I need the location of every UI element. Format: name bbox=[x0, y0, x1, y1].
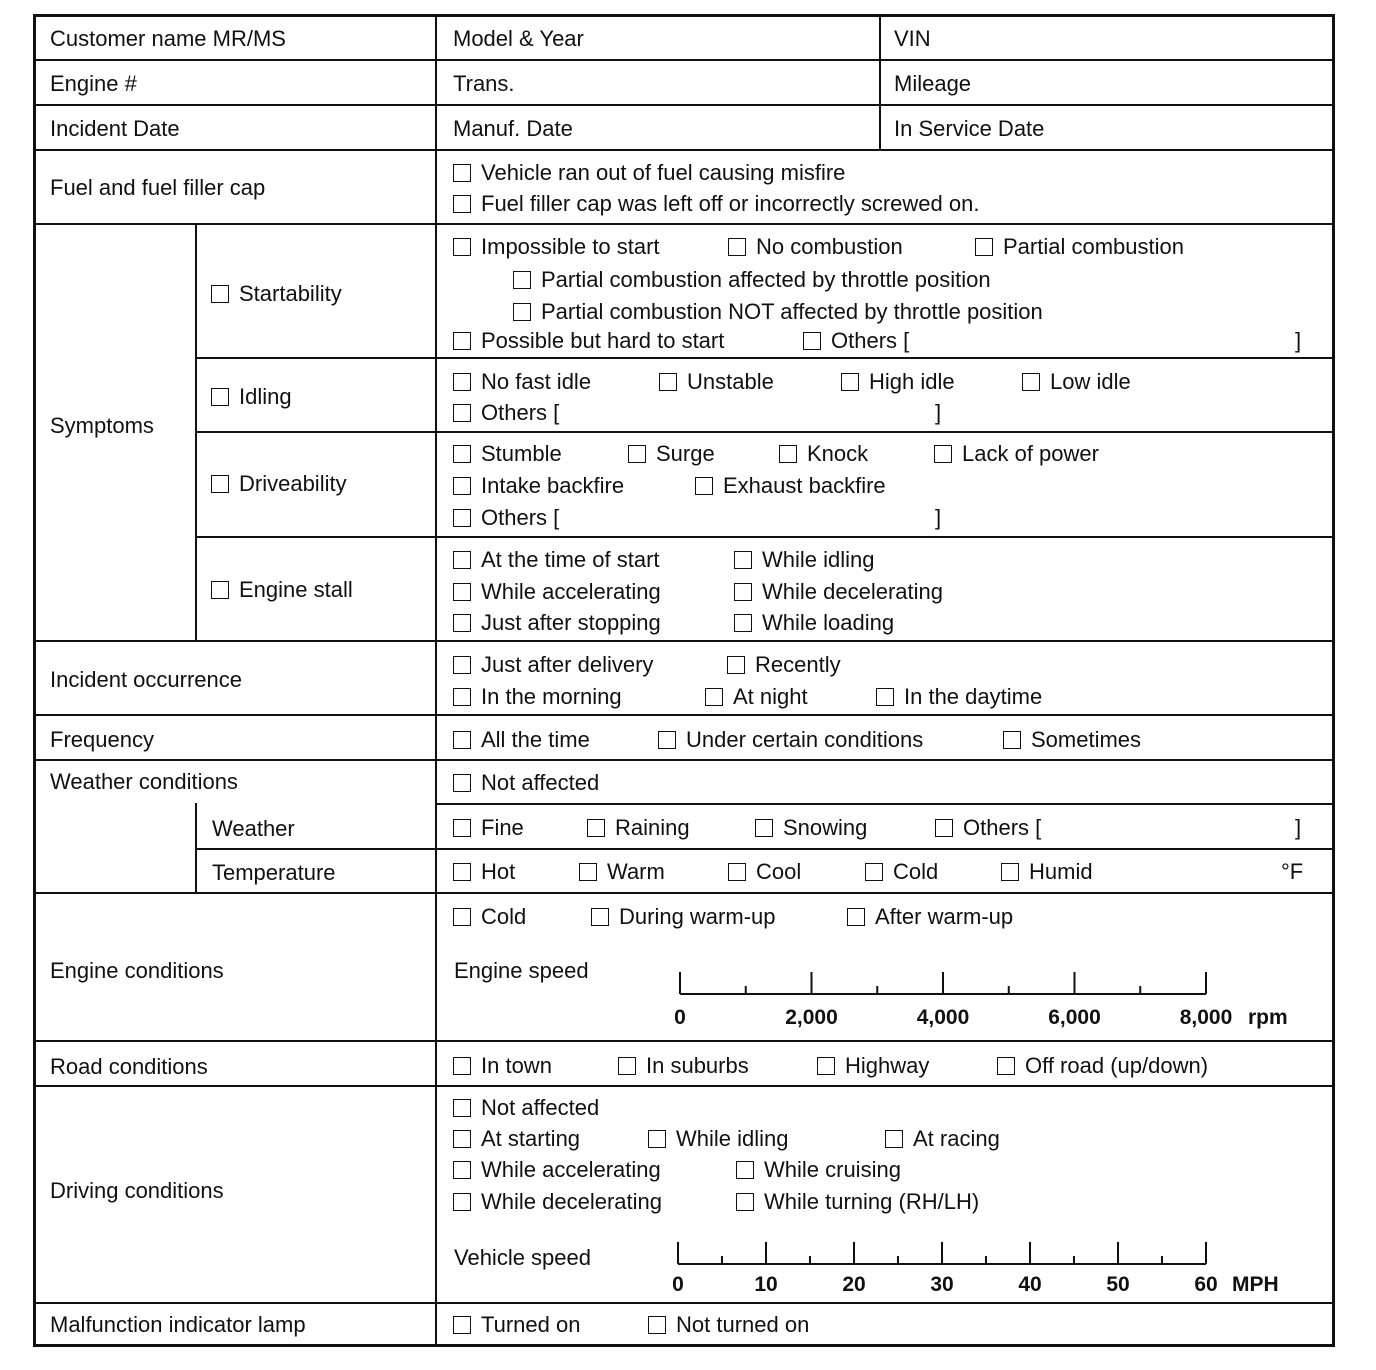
checkbox-highway[interactable]: Highway bbox=[817, 1054, 929, 1078]
checkbox-box[interactable] bbox=[847, 908, 865, 926]
checkbox-certain-conditions[interactable]: Under certain conditions bbox=[658, 728, 923, 752]
temperature-label: Temperature bbox=[212, 860, 336, 885]
weather-label: Weather bbox=[212, 816, 295, 841]
checkbox-after-warm-up[interactable]: After warm-up bbox=[847, 905, 1013, 929]
checkbox-box[interactable] bbox=[779, 445, 797, 463]
checkbox-box[interactable] bbox=[453, 373, 471, 391]
checkbox-box[interactable] bbox=[211, 475, 229, 493]
hline bbox=[435, 803, 1335, 805]
customer-name-label: Customer name MR/MS bbox=[50, 26, 286, 51]
frame-top bbox=[33, 14, 1335, 17]
checkbox-stall-at-start[interactable]: At the time of start bbox=[453, 548, 660, 572]
checkbox-box[interactable] bbox=[211, 581, 229, 599]
vehicle-speed-label: Vehicle speed bbox=[454, 1245, 591, 1270]
checkbox-box[interactable] bbox=[579, 863, 597, 881]
checkbox-box[interactable] bbox=[803, 332, 821, 350]
checkbox-partial-not-affected[interactable]: Partial combustion NOT affected by throttle position bbox=[513, 300, 1043, 324]
checkbox-box[interactable] bbox=[817, 1057, 835, 1075]
checkbox-box[interactable] bbox=[658, 731, 676, 749]
in-service-date-label: In Service Date bbox=[894, 116, 1045, 141]
checkbox-box[interactable] bbox=[453, 863, 471, 881]
checkbox-no-fast-idle[interactable]: No fast idle bbox=[453, 370, 591, 394]
checkbox-box[interactable] bbox=[885, 1130, 903, 1148]
frequency-section-label: Frequency bbox=[50, 727, 154, 752]
checkbox-idling[interactable]: Idling bbox=[211, 385, 292, 409]
bracket-close: ] bbox=[1295, 815, 1302, 840]
checkbox-warm[interactable]: Warm bbox=[579, 860, 665, 884]
mph-tick-label: 60 bbox=[1194, 1273, 1218, 1296]
checkbox-stall-after-stopping[interactable]: Just after stopping bbox=[453, 611, 661, 635]
checkbox-during-warm-up[interactable]: During warm-up bbox=[591, 905, 776, 929]
road-conditions-label: Road conditions bbox=[50, 1054, 208, 1079]
hline bbox=[33, 59, 1335, 61]
checkbox-box[interactable] bbox=[755, 819, 773, 837]
checkbox-weather-others[interactable]: Others [ bbox=[935, 816, 1041, 840]
frame-right bbox=[1332, 14, 1335, 1347]
checkbox-box[interactable] bbox=[736, 1193, 754, 1211]
hline bbox=[195, 431, 1335, 433]
checkbox-night[interactable]: At night bbox=[705, 685, 808, 709]
checkbox-filler-cap[interactable]: Fuel filler cap was left off or incorrectly screwed on. bbox=[453, 192, 979, 216]
frame-left bbox=[33, 14, 36, 1347]
frame-bottom bbox=[33, 1344, 1335, 1347]
bracket-close: ] bbox=[935, 400, 942, 425]
checkbox-driving-not-affected[interactable]: Not affected bbox=[453, 1096, 599, 1120]
model-year-label: Model & Year bbox=[453, 26, 584, 51]
checkbox-box[interactable] bbox=[513, 303, 531, 321]
checkbox-box[interactable] bbox=[453, 1193, 471, 1211]
checkbox-box[interactable] bbox=[591, 908, 609, 926]
checkbox-surge[interactable]: Surge bbox=[628, 442, 715, 466]
hline bbox=[33, 104, 1335, 106]
rpm-tick-label: 4,000 bbox=[916, 1006, 970, 1029]
checkbox-box[interactable] bbox=[1001, 863, 1019, 881]
checkbox-box[interactable] bbox=[453, 1057, 471, 1075]
checkbox-box[interactable] bbox=[736, 1161, 754, 1179]
checkbox-box[interactable] bbox=[513, 271, 531, 289]
checkbox-box[interactable] bbox=[934, 445, 952, 463]
checkbox-ran-out-of-fuel[interactable]: Vehicle ran out of fuel causing misfire bbox=[453, 161, 845, 185]
checkbox-box[interactable] bbox=[453, 688, 471, 706]
rpm-tick-label: 0 bbox=[674, 1006, 686, 1029]
checkbox-intake-backfire[interactable]: Intake backfire bbox=[453, 474, 624, 498]
checkbox-cruising[interactable]: While cruising bbox=[736, 1158, 901, 1182]
checkbox-driving-accelerating[interactable]: While accelerating bbox=[453, 1158, 661, 1182]
bracket-close: ] bbox=[1295, 328, 1302, 353]
checkbox-box[interactable] bbox=[453, 1099, 471, 1117]
checkbox-box[interactable] bbox=[728, 238, 746, 256]
checkbox-driveability[interactable]: Driveability bbox=[211, 472, 347, 496]
rpm-tick-label: 6,000 bbox=[1048, 1006, 1101, 1029]
checkbox-driving-while-idling[interactable]: While idling bbox=[648, 1127, 789, 1151]
checkbox-no-combustion[interactable]: No combustion bbox=[728, 235, 903, 259]
checkbox-stall-while-accelerating[interactable]: While accelerating bbox=[453, 580, 661, 604]
checkbox-all-the-time[interactable]: All the time bbox=[453, 728, 590, 752]
incident-date-label: Incident Date bbox=[50, 116, 180, 141]
hline bbox=[195, 848, 1335, 850]
trans-label: Trans. bbox=[453, 71, 515, 96]
checkbox-driving-decelerating[interactable]: While decelerating bbox=[453, 1190, 662, 1214]
mph-tick-label: 10 bbox=[754, 1273, 778, 1296]
checkbox-in-suburbs[interactable]: In suburbs bbox=[618, 1054, 749, 1078]
checkbox-box[interactable] bbox=[453, 404, 471, 422]
checkbox-daytime[interactable]: In the daytime bbox=[876, 685, 1042, 709]
divider-header bbox=[879, 14, 881, 151]
checkbox-box[interactable] bbox=[453, 1161, 471, 1179]
checkbox-box[interactable] bbox=[618, 1057, 636, 1075]
checkbox-lack-of-power[interactable]: Lack of power bbox=[934, 442, 1099, 466]
hline bbox=[33, 149, 1335, 151]
bracket-close: ] bbox=[935, 505, 942, 530]
checkbox-fine[interactable]: Fine bbox=[453, 816, 524, 840]
checkbox-box[interactable] bbox=[648, 1316, 666, 1334]
engine-number-label: Engine # bbox=[50, 71, 137, 96]
checkbox-stall-while-loading[interactable]: While loading bbox=[734, 611, 894, 635]
checkbox-box[interactable] bbox=[453, 614, 471, 632]
hline bbox=[33, 1302, 1335, 1304]
checkbox-box[interactable] bbox=[648, 1130, 666, 1148]
checkbox-at-starting[interactable]: At starting bbox=[453, 1127, 580, 1151]
hline bbox=[33, 1085, 1335, 1087]
temperature-unit: °F bbox=[1281, 859, 1304, 884]
checkbox-knock[interactable]: Knock bbox=[779, 442, 868, 466]
checkbox-unstable[interactable]: Unstable bbox=[659, 370, 774, 394]
checkbox-box[interactable] bbox=[695, 477, 713, 495]
checkbox-mil-turned-on[interactable]: Turned on bbox=[453, 1313, 580, 1337]
checkbox-box[interactable] bbox=[997, 1057, 1015, 1075]
checkbox-stall-while-decelerating[interactable]: While decelerating bbox=[734, 580, 943, 604]
checkbox-impossible-to-start[interactable]: Impossible to start bbox=[453, 235, 660, 259]
checkbox-driveability-others[interactable]: Others [ bbox=[453, 506, 559, 530]
checkbox-weather-not-affected[interactable]: Not affected bbox=[453, 771, 599, 795]
checkbox-startability[interactable]: Startability bbox=[211, 282, 342, 306]
checkbox-cold[interactable]: Cold bbox=[865, 860, 938, 884]
hline bbox=[33, 223, 1335, 225]
checkbox-after-delivery[interactable]: Just after delivery bbox=[453, 653, 653, 677]
checkbox-box[interactable] bbox=[453, 1130, 471, 1148]
checkbox-exhaust-backfire[interactable]: Exhaust backfire bbox=[695, 474, 886, 498]
checkbox-raining[interactable]: Raining bbox=[587, 816, 690, 840]
mil-section-label: Malfunction indicator lamp bbox=[50, 1312, 306, 1337]
checkbox-box[interactable] bbox=[453, 477, 471, 495]
rpm-tick-label: 8,000 bbox=[1179, 1006, 1233, 1029]
checkbox-engine-stall[interactable]: Engine stall bbox=[211, 578, 353, 602]
mileage-label: Mileage bbox=[894, 71, 972, 96]
checkbox-box[interactable] bbox=[728, 863, 746, 881]
checkbox-box[interactable] bbox=[453, 908, 471, 926]
checkbox-box[interactable] bbox=[453, 731, 471, 749]
checkbox-box[interactable] bbox=[865, 863, 883, 881]
divider-main bbox=[435, 14, 437, 1347]
checkbox-box[interactable] bbox=[453, 819, 471, 837]
checkbox-box[interactable] bbox=[453, 238, 471, 256]
checkbox-box[interactable] bbox=[628, 445, 646, 463]
checkbox-off-road[interactable]: Off road (up/down) bbox=[997, 1054, 1208, 1078]
engine-speed-label: Engine speed bbox=[454, 958, 589, 983]
mph-tick-label: 20 bbox=[842, 1273, 866, 1296]
mph-tick-label: 40 bbox=[1018, 1273, 1042, 1296]
checkbox-box[interactable] bbox=[453, 583, 471, 601]
checkbox-box[interactable] bbox=[453, 774, 471, 792]
checkbox-partial-combustion[interactable]: Partial combustion bbox=[975, 235, 1184, 259]
checkbox-box[interactable] bbox=[876, 688, 894, 706]
checkbox-box[interactable] bbox=[453, 656, 471, 674]
checkbox-box[interactable] bbox=[975, 238, 993, 256]
checkbox-box[interactable] bbox=[453, 164, 471, 182]
weather-conditions-label: Weather conditions bbox=[50, 769, 238, 794]
hline bbox=[33, 759, 1335, 761]
checkbox-idling-others[interactable]: Others [ bbox=[453, 401, 559, 425]
mph-unit-label: MPH bbox=[1232, 1273, 1279, 1296]
hline bbox=[195, 357, 1335, 359]
checkbox-box[interactable] bbox=[587, 819, 605, 837]
checkbox-hard-to-start[interactable]: Possible but hard to start bbox=[453, 329, 724, 353]
checkbox-box[interactable] bbox=[734, 583, 752, 601]
checkbox-sometimes[interactable]: Sometimes bbox=[1003, 728, 1141, 752]
checkbox-mil-not-turned-on[interactable]: Not turned on bbox=[648, 1313, 809, 1337]
incident-section-label: Incident occurrence bbox=[50, 667, 242, 692]
checkbox-box[interactable] bbox=[841, 373, 859, 391]
mph-tick-label: 30 bbox=[930, 1273, 954, 1296]
checkbox-box[interactable] bbox=[734, 551, 752, 569]
driving-conditions-label: Driving conditions bbox=[50, 1178, 224, 1203]
checkbox-box[interactable] bbox=[453, 1316, 471, 1334]
checkbox-cool[interactable]: Cool bbox=[728, 860, 801, 884]
checkbox-box[interactable] bbox=[453, 509, 471, 527]
engine-conditions-label: Engine conditions bbox=[50, 958, 224, 983]
checkbox-box[interactable] bbox=[705, 688, 723, 706]
rpm-unit-label: rpm bbox=[1248, 1006, 1288, 1029]
checkbox-box[interactable] bbox=[453, 332, 471, 350]
checkbox-partial-affected[interactable]: Partial combustion affected by throttle position bbox=[513, 268, 991, 292]
checkbox-stall-while-idling[interactable]: While idling bbox=[734, 548, 875, 572]
checkbox-humid[interactable]: Humid bbox=[1001, 860, 1093, 884]
checkbox-at-racing[interactable]: At racing bbox=[885, 1127, 1000, 1151]
checkbox-box[interactable] bbox=[453, 551, 471, 569]
checkbox-startability-others[interactable]: Others [ bbox=[803, 329, 909, 353]
mph-tick-label: 50 bbox=[1106, 1273, 1130, 1296]
rpm-tick-label: 2,000 bbox=[785, 1006, 838, 1029]
checkbox-box[interactable] bbox=[1022, 373, 1040, 391]
checkbox-box[interactable] bbox=[734, 614, 752, 632]
checkbox-in-town[interactable]: In town bbox=[453, 1054, 552, 1078]
checkbox-box[interactable] bbox=[453, 195, 471, 213]
checkbox-box[interactable] bbox=[659, 373, 677, 391]
checkbox-box[interactable] bbox=[727, 656, 745, 674]
checkbox-box[interactable] bbox=[935, 819, 953, 837]
checkbox-turning[interactable]: While turning (RH/LH) bbox=[736, 1190, 979, 1214]
hline bbox=[33, 1040, 1335, 1042]
manuf-date-label: Manuf. Date bbox=[453, 116, 573, 141]
fuel-section-label: Fuel and fuel filler cap bbox=[50, 175, 266, 200]
vin-label: VIN bbox=[894, 26, 931, 51]
checkbox-box[interactable] bbox=[211, 388, 229, 406]
checkbox-stumble[interactable]: Stumble bbox=[453, 442, 562, 466]
checkbox-snowing[interactable]: Snowing bbox=[755, 816, 867, 840]
hline bbox=[33, 714, 1335, 716]
checkbox-box[interactable] bbox=[453, 445, 471, 463]
checkbox-box[interactable] bbox=[1003, 731, 1021, 749]
hline bbox=[33, 640, 1335, 642]
symptoms-section-label: Symptoms bbox=[50, 413, 154, 438]
mph-tick-label: 0 bbox=[672, 1273, 684, 1296]
checkbox-engine-cold[interactable]: Cold bbox=[453, 905, 526, 929]
checkbox-low-idle[interactable]: Low idle bbox=[1022, 370, 1131, 394]
checkbox-morning[interactable]: In the morning bbox=[453, 685, 622, 709]
hline bbox=[33, 892, 1335, 894]
checkbox-recently[interactable]: Recently bbox=[727, 653, 841, 677]
checkbox-high-idle[interactable]: High idle bbox=[841, 370, 955, 394]
divider-symptoms bbox=[195, 225, 197, 641]
checkbox-hot[interactable]: Hot bbox=[453, 860, 515, 884]
checkbox-box[interactable] bbox=[211, 285, 229, 303]
hline bbox=[195, 536, 1335, 538]
